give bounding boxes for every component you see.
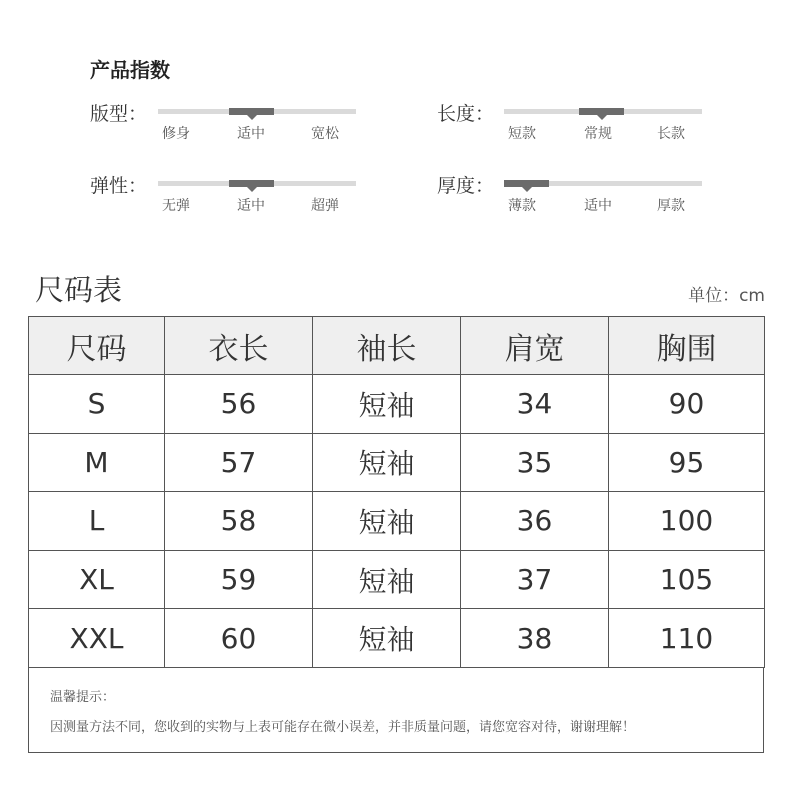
indicator-label: 弹性： xyxy=(90,175,148,197)
product-index-title: 产品指数 xyxy=(90,58,170,82)
table-cell: L xyxy=(29,492,165,551)
table-cell: 58 xyxy=(165,492,313,551)
table-cell: 57 xyxy=(165,433,313,492)
table-cell: 110 xyxy=(609,609,765,668)
indicator-marker xyxy=(229,180,274,187)
table-cell: 短袖 xyxy=(313,375,461,434)
table-cell: M xyxy=(29,433,165,492)
indicator-length xyxy=(437,99,737,149)
scale-option: 薄款 xyxy=(508,198,536,214)
table-cell: 56 xyxy=(165,375,313,434)
indicator-label: 长度： xyxy=(437,103,495,125)
table-cell: 34 xyxy=(461,375,609,434)
indicator-label: 厚度： xyxy=(437,175,495,197)
scale-option: 短款 xyxy=(508,126,536,142)
indicator-marker xyxy=(504,180,549,187)
table-cell: 35 xyxy=(461,433,609,492)
table-cell: 38 xyxy=(461,609,609,668)
unit-label: 单位：cm xyxy=(688,286,765,306)
table-cell: 105 xyxy=(609,550,765,609)
table-cell: 短袖 xyxy=(313,492,461,551)
note-box xyxy=(28,668,764,753)
header-sleeve: 袖长 xyxy=(313,317,461,375)
table-cell: 短袖 xyxy=(313,433,461,492)
indicator-track xyxy=(158,109,356,114)
indicator-marker xyxy=(579,108,624,115)
scale-option: 适中 xyxy=(237,198,265,214)
header-shoulder: 肩宽 xyxy=(461,317,609,375)
table-cell: 36 xyxy=(461,492,609,551)
table-row xyxy=(29,492,765,551)
table-cell: 100 xyxy=(609,492,765,551)
scale-option: 超弹 xyxy=(311,198,339,214)
table-header-row xyxy=(29,317,765,375)
indicator-marker xyxy=(229,108,274,115)
table-cell: 59 xyxy=(165,550,313,609)
scale-option: 无弹 xyxy=(162,198,190,214)
indicator-track xyxy=(504,109,702,114)
scale-option: 长款 xyxy=(657,126,685,142)
size-table xyxy=(28,316,765,668)
table-cell: 短袖 xyxy=(313,609,461,668)
indicator-track xyxy=(504,181,702,186)
table-row xyxy=(29,550,765,609)
indicator-label: 版型： xyxy=(90,103,148,125)
table-row xyxy=(29,375,765,434)
table-cell: 37 xyxy=(461,550,609,609)
table-row xyxy=(29,433,765,492)
table-cell: 90 xyxy=(609,375,765,434)
scale-option: 修身 xyxy=(162,126,190,142)
scale-option: 厚款 xyxy=(657,198,685,214)
table-cell: S xyxy=(29,375,165,434)
scale-option: 适中 xyxy=(584,198,612,214)
table-row xyxy=(29,609,765,668)
size-chart-title: 尺码表 xyxy=(35,273,123,307)
note-text: 因测量方法不同，您收到的实物与上表可能存在微小误差，并非质量问题，请您宽容对待，谢谢理解！ xyxy=(50,720,636,735)
table-cell: 短袖 xyxy=(313,550,461,609)
table-cell: 95 xyxy=(609,433,765,492)
indicator-track xyxy=(158,181,356,186)
table-cell: XXL xyxy=(29,609,165,668)
scale-option: 宽松 xyxy=(311,126,339,142)
note-title: 温馨提示： xyxy=(50,690,116,705)
indicator-thickness xyxy=(437,171,737,221)
table-cell: XL xyxy=(29,550,165,609)
header-size: 尺码 xyxy=(29,317,165,375)
table-cell: 60 xyxy=(165,609,313,668)
scale-option: 常规 xyxy=(584,126,612,142)
scale-option: 适中 xyxy=(237,126,265,142)
indicator-elasticity xyxy=(90,171,390,221)
header-length: 衣长 xyxy=(165,317,313,375)
header-chest: 胸围 xyxy=(609,317,765,375)
indicator-fit xyxy=(90,99,390,149)
